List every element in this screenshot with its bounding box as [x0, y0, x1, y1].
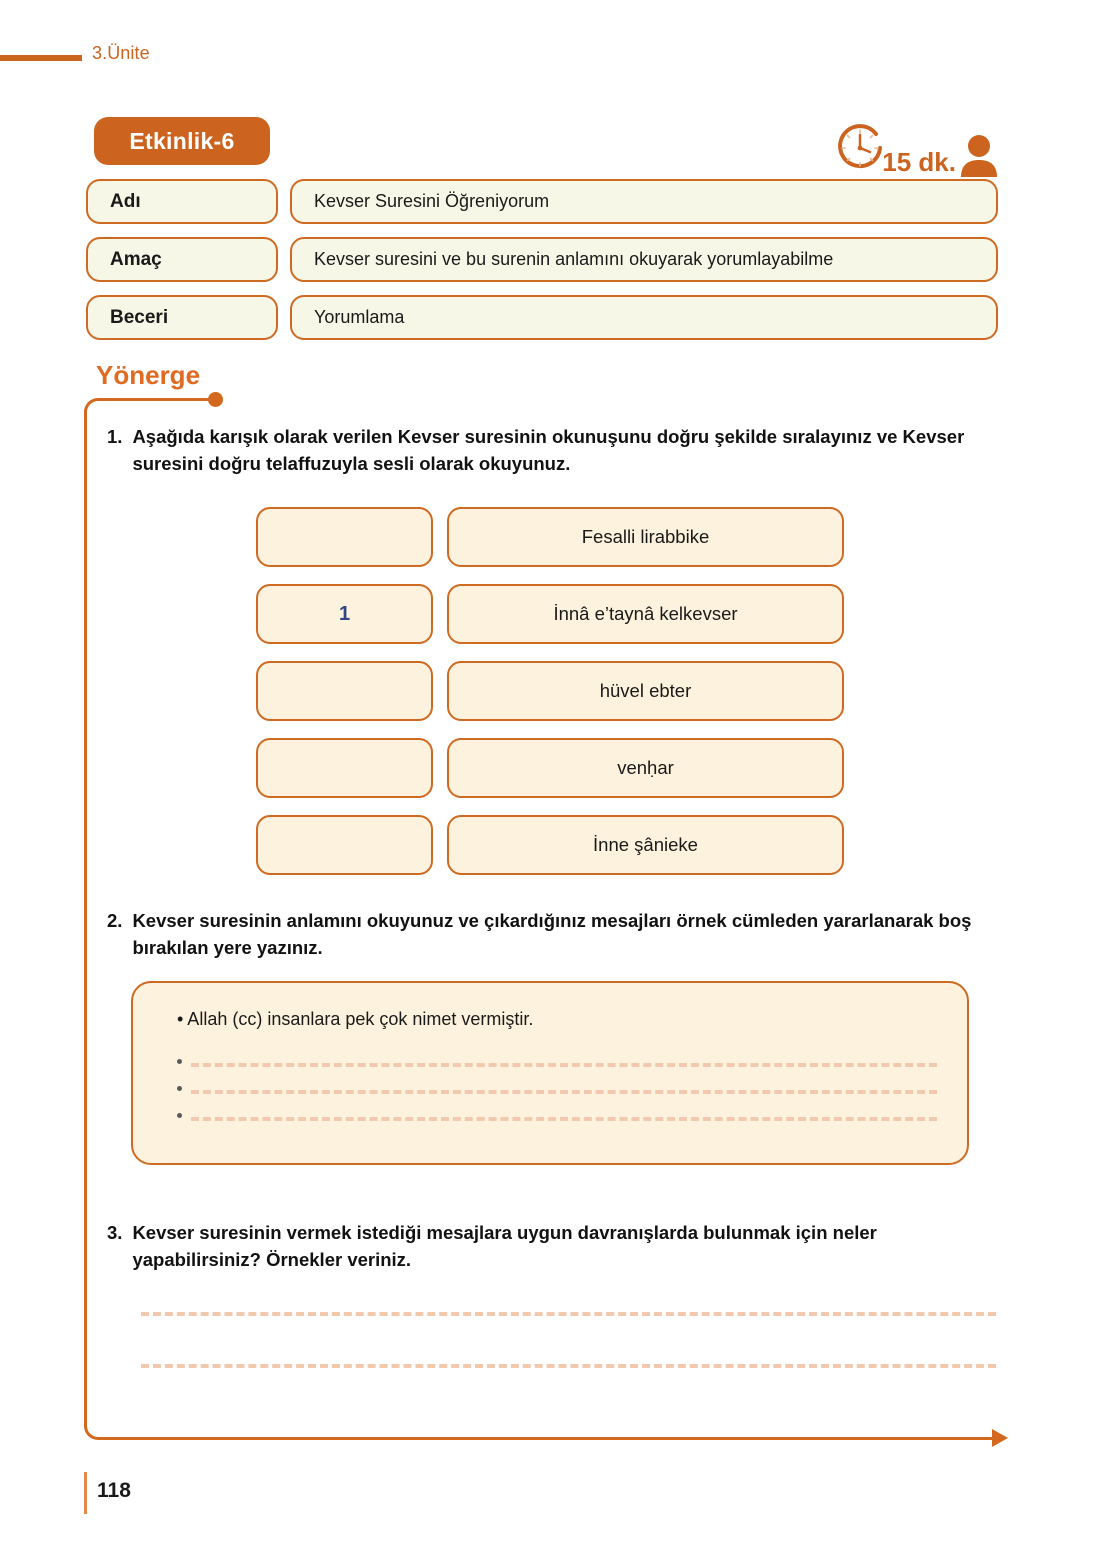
answer-write-line[interactable] [191, 1117, 937, 1121]
unit-label: 3.Ünite [92, 43, 150, 63]
writing-lines [141, 1312, 996, 1416]
info-row [86, 237, 998, 282]
ordering-row [256, 661, 844, 721]
writing-line[interactable] [141, 1312, 996, 1316]
blank-answer-row[interactable] [177, 1059, 937, 1070]
page-number: 118 [97, 1479, 131, 1502]
bullet-icon [177, 1086, 182, 1091]
order-slot-2[interactable]: 1 [256, 584, 433, 644]
activity-badge: Etkinlik-6 [94, 117, 270, 165]
info-value-beceri: Yorumlama [290, 295, 998, 340]
answer-write-line[interactable] [191, 1063, 937, 1067]
info-row [86, 295, 998, 340]
duration-block [832, 118, 1000, 176]
ordering-row [256, 815, 844, 875]
ordering-row [256, 507, 844, 567]
info-rows [86, 179, 998, 353]
ordering-exercise [256, 507, 844, 892]
ordering-row [256, 584, 844, 644]
bullet-icon [177, 1113, 182, 1118]
person-icon [958, 133, 1000, 177]
question-2 [107, 908, 987, 962]
answer-write-line[interactable] [191, 1090, 937, 1094]
page-number-rule [84, 1472, 87, 1514]
question-3 [107, 1220, 987, 1274]
answer-box[interactable] [131, 981, 969, 1165]
frame-end-dot [208, 392, 223, 407]
unit-rule [0, 55, 82, 61]
blank-answer-row[interactable] [177, 1086, 937, 1097]
info-value-amac: Kevser suresini ve bu surenin anlamını okuyarak yorumlayabilme [290, 237, 998, 282]
sample-answer: • Allah (cc) insanlara pek çok nimet vermiştir. [177, 1009, 534, 1029]
frame-top-mask [214, 392, 1014, 406]
writing-line[interactable] [141, 1364, 996, 1368]
order-phrase-2: İnnâ e’taynâ kelkevser [447, 584, 844, 644]
info-label-amac: Amaç [86, 237, 278, 282]
order-phrase-5: İnne şânieke [447, 815, 844, 875]
order-slot-3[interactable] [256, 661, 433, 721]
info-label-adi: Adı [86, 179, 278, 224]
ordering-row [256, 738, 844, 798]
order-slot-5[interactable] [256, 815, 433, 875]
question-1-number: 1. [107, 426, 123, 447]
clock-icon [832, 120, 888, 176]
directive-heading: Yönerge [96, 360, 206, 391]
question-2-number: 2. [107, 910, 123, 931]
question-3-text: Kevser suresinin vermek istediği mesajlara uygun davranışlarda bulunmak için neler yapabilirsiniz? Örnekler veriniz. [132, 1222, 877, 1270]
order-phrase-1: Fesalli lirabbike [447, 507, 844, 567]
order-phrase-3: hüvel ebter [447, 661, 844, 721]
question-1-text: Aşağıda karışık olarak verilen Kevser suresinin okunuşunu doğru şekilde sıralayınız ve Kevser suresini doğru telaffuzuyla sesli olarak okuyunuz. [132, 426, 965, 474]
duration-label: 15 dk. [882, 147, 956, 177]
info-row [86, 179, 998, 224]
order-phrase-4: venḥar [447, 738, 844, 798]
frame-arrow-icon [992, 1429, 1008, 1447]
bullet-icon [177, 1059, 182, 1064]
info-value-adi: Kevser Suresini Öğreniyorum [290, 179, 998, 224]
order-slot-1[interactable] [256, 507, 433, 567]
question-2-text: Kevser suresinin anlamını okuyunuz ve çıkardığınız mesajları örnek cümleden yararlanarak boş bırakılan yere yazınız. [132, 910, 972, 958]
info-label-beceri: Beceri [86, 295, 278, 340]
question-1 [107, 424, 987, 478]
blank-answer-row[interactable] [177, 1113, 937, 1124]
question-3-number: 3. [107, 1222, 123, 1243]
order-slot-4[interactable] [256, 738, 433, 798]
